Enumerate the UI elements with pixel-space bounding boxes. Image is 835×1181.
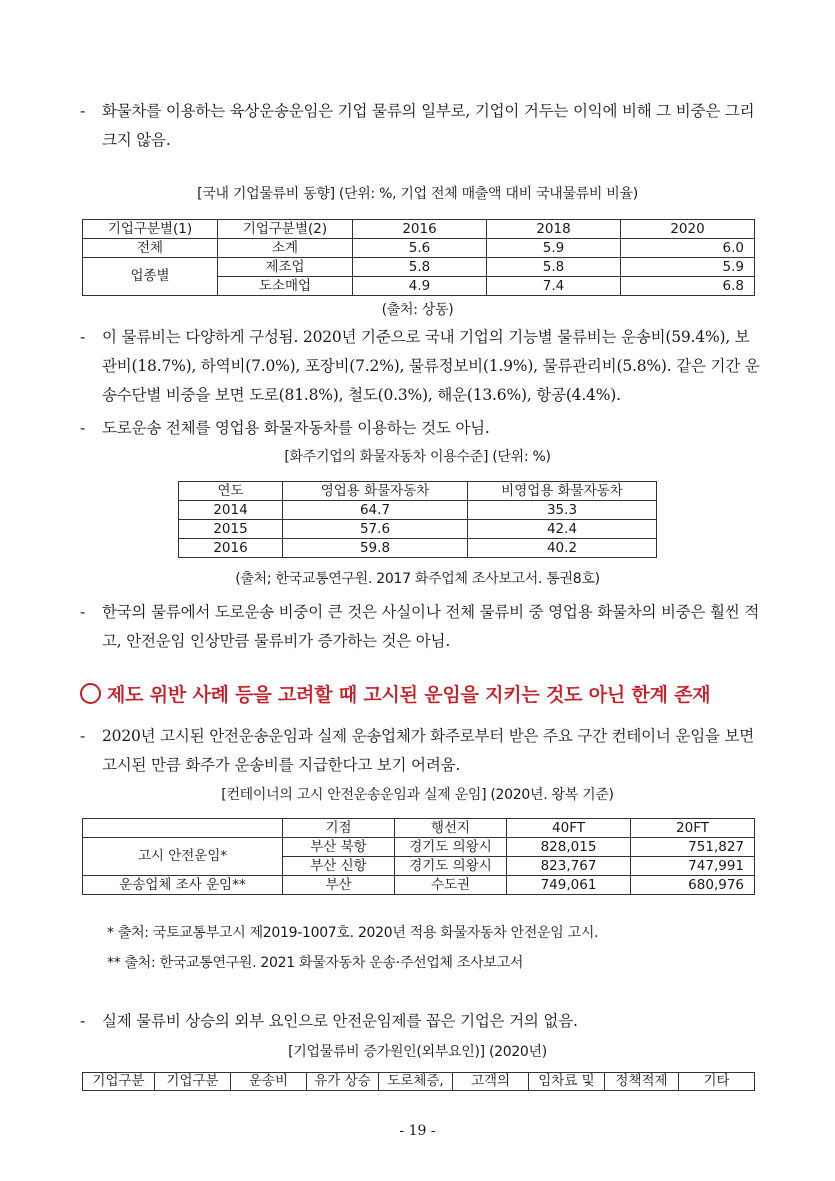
table-row <box>179 539 657 558</box>
table-header-cell: 40FT <box>507 819 631 838</box>
table-cell: 제조업 <box>218 258 353 277</box>
table-cell: 7.4 <box>487 277 621 296</box>
table-cell: 40.2 <box>468 539 657 558</box>
container-freight-table <box>82 818 755 895</box>
table-row <box>83 258 755 277</box>
table-source: (출처; 한국교통연구원. 2017 화주업체 조사보고서. 통권8호) <box>235 571 600 587</box>
table-cell: 751,827 <box>631 838 755 857</box>
table-header-cell: 기점 <box>283 819 395 838</box>
table-source: (출처: 상동) <box>381 302 454 318</box>
table-cell: 고시 안전운임* <box>83 838 283 876</box>
section-heading <box>80 680 780 707</box>
bullet-text: 이 물류비는 다양하게 구성됨. 2020년 기준으로 국내 기업의 기능별 물류비는 운송비(59.4%), 보관비(18.7%), 하역비(7.0%), 포장비(7.2%), 물류정보비(1.9%), 물류관리비(5.8%). 같은 기간 운송수단별 비중을 보면 도로(81.8%), 철도(0.3%), 해운(13.6%), 항공(4.4%). <box>102 328 760 404</box>
bullet-dash: - <box>80 603 86 621</box>
bullet-text: 도로운송 전체를 영업용 화물자동차를 이용하는 것도 아님. <box>102 419 490 437</box>
table-cell: 828,015 <box>507 838 631 857</box>
table-header-cell: 도로체증, <box>379 1073 453 1091</box>
bullet-dash: - <box>80 1012 86 1030</box>
table-header-cell: 영업용 화물자동차 <box>283 482 468 501</box>
footnote: ** 출처: 한국교통연구원. 2021 화물자동차 운송·주선업체 조사보고서 <box>107 955 524 971</box>
page-number: - 19 - <box>399 1123 436 1139</box>
table-header-cell: 2020 <box>621 220 755 239</box>
table-cell: 5.6 <box>353 239 487 258</box>
table-header-cell: 기타 <box>679 1073 755 1091</box>
table-cell: 5.8 <box>353 258 487 277</box>
table-header-row <box>83 819 755 838</box>
table-header-cell: 기업구분 <box>155 1073 231 1091</box>
table-header-cell: 행선지 <box>395 819 507 838</box>
table-cell: 42.4 <box>468 520 657 539</box>
circle-icon <box>80 683 101 704</box>
table-caption: [화주기업의 화물자동차 이용수준] (단위: %) <box>284 449 551 465</box>
table-caption: [컨테이너의 고시 안전운송운임과 실제 운임] (2020년. 왕복 기준) <box>221 787 614 803</box>
table-cell: 6.8 <box>621 277 755 296</box>
table-cell: 6.0 <box>621 239 755 258</box>
table-header-cell: 운송비 <box>231 1073 307 1091</box>
bullet-item <box>80 323 760 410</box>
table-header-row <box>83 1073 755 1091</box>
table-cell: 전체 <box>83 239 218 258</box>
table-cell: 소계 <box>218 239 353 258</box>
table-row <box>179 501 657 520</box>
table-header-cell: 임차료 및 <box>529 1073 605 1091</box>
bullet-item <box>80 722 760 780</box>
logistics-cost-table <box>82 219 755 296</box>
table-row <box>83 876 755 895</box>
table-cell: 64.7 <box>283 501 468 520</box>
table-cell: 680,976 <box>631 876 755 895</box>
table-row <box>83 239 755 258</box>
table-cell: 부산 신항 <box>283 857 395 876</box>
table-header-cell: 2016 <box>353 220 487 239</box>
table-header-cell: 기업구분별(1) <box>83 220 218 239</box>
table-header-cell: 기업구분 <box>83 1073 155 1091</box>
cost-cause-table <box>82 1072 755 1091</box>
table-row <box>179 520 657 539</box>
table-header-cell: 연도 <box>179 482 283 501</box>
table-cell: 2014 <box>179 501 283 520</box>
bullet-text: 화물차를 이용하는 육상운송운임은 기업 물류의 일부로, 기업이 거두는 이익에 비해 그 비중은 그리 크지 않음. <box>102 102 755 149</box>
table-cell: 부산 <box>283 876 395 895</box>
bullet-item <box>80 1007 760 1036</box>
table-header-row <box>83 220 755 239</box>
bullet-item <box>80 598 760 656</box>
table-cell: 경기도 의왕시 <box>395 838 507 857</box>
table-header-cell: 기업구분별(2) <box>218 220 353 239</box>
table-caption: [기업물류비 증가원인(외부요인)] (2020년) <box>288 1044 547 1060</box>
table-header-row <box>179 482 657 501</box>
table-header-cell: 비영업용 화물자동차 <box>468 482 657 501</box>
table-cell: 5.9 <box>487 239 621 258</box>
table-cell: 운송업체 조사 운임** <box>83 876 283 895</box>
bullet-text: 2020년 고시된 안전운송운임과 실제 운송업체가 화주로부터 받은 주요 구간 컨테이너 운임을 보면 고시된 만큼 화주가 운송비를 지급한다고 보기 어려움. <box>102 727 755 774</box>
table-cell: 2015 <box>179 520 283 539</box>
table-row <box>83 838 755 857</box>
truck-usage-table <box>178 481 657 558</box>
table-cell: 부산 북항 <box>283 838 395 857</box>
section-heading-text: 제도 위반 사례 등을 고려할 때 고시된 운임을 지키는 것도 아닌 한계 존재 <box>107 684 711 706</box>
bullet-item <box>80 414 760 443</box>
table-cell: 747,991 <box>631 857 755 876</box>
table-cell: 59.8 <box>283 539 468 558</box>
table-header-cell <box>83 819 283 838</box>
table-cell: 35.3 <box>468 501 657 520</box>
table-cell: 823,767 <box>507 857 631 876</box>
bullet-dash: - <box>80 102 86 120</box>
table-cell: 57.6 <box>283 520 468 539</box>
bullet-text: 실제 물류비 상승의 외부 요인으로 안전운임제를 꼽은 기업은 거의 없음. <box>102 1012 578 1030</box>
bullet-item <box>80 97 760 155</box>
table-cell: 749,061 <box>507 876 631 895</box>
table-cell: 업종별 <box>83 258 218 296</box>
table-header-cell: 정책적제 <box>605 1073 679 1091</box>
bullet-dash: - <box>80 328 86 346</box>
table-cell: 5.8 <box>487 258 621 277</box>
table-header-cell: 유가 상승 <box>307 1073 379 1091</box>
table-cell: 2016 <box>179 539 283 558</box>
table-cell: 경기도 의왕시 <box>395 857 507 876</box>
table-header-cell: 20FT <box>631 819 755 838</box>
bullet-dash: - <box>80 727 86 745</box>
table-cell: 수도권 <box>395 876 507 895</box>
table-cell: 5.9 <box>621 258 755 277</box>
table-caption: [국내 기업물류비 동향] (단위: %, 기업 전체 매출액 대비 국내물류비 비율) <box>197 186 638 202</box>
bullet-text: 한국의 물류에서 도로운송 비중이 큰 것은 사실이나 전체 물류비 중 영업용 화물차의 비중은 훨씬 적고, 안전운임 인상만큼 물류비가 증가하는 것은 아님. <box>102 603 760 650</box>
table-cell: 4.9 <box>353 277 487 296</box>
bullet-dash: - <box>80 419 86 437</box>
table-header-cell: 고객의 <box>453 1073 529 1091</box>
footnote: * 출처: 국토교통부고시 제2019-1007호. 2020년 적용 화물자동차 안전운임 고시. <box>107 925 599 941</box>
table-header-cell: 2018 <box>487 220 621 239</box>
table-cell: 도소매업 <box>218 277 353 296</box>
